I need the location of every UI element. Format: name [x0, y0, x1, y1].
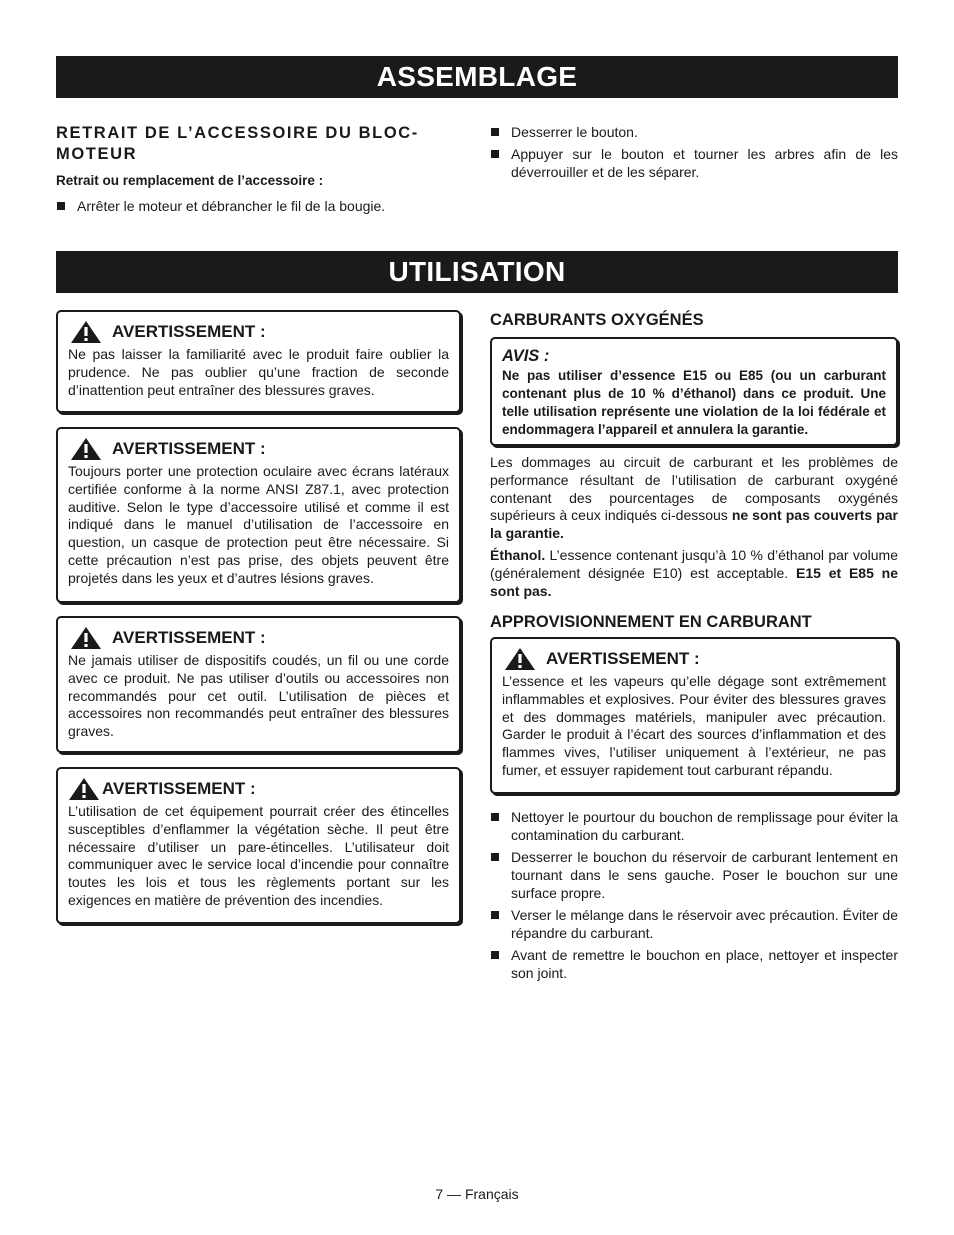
list-item: Nettoyer le pourtour du bouchon de remplissage pour éviter la contamination du carburant.: [490, 808, 898, 844]
approvisionnement-list-wrap: [490, 808, 898, 986]
warning-triangle-icon: [504, 647, 536, 671]
assemblage-right-list: [490, 123, 898, 181]
list-item: Arrêter le moteur et débrancher le fil de la bougie.: [56, 197, 464, 215]
approvisionnement-section: [490, 612, 898, 633]
assemblage-banner: ASSEMBLAGE: [56, 56, 898, 98]
list-item: Avant de remettre le bouchon en place, nettoyer et inspecter son joint.: [490, 946, 898, 982]
warning-text: Toujours porter une protection oculaire avec écrans latéraux certifiée conforme à la norme ANSI Z87.1, avec protection auditive. Selon le type d’accessoire utilisé et comme il est indiqué dans le manuel d’utilisation de l’accessoire en question, un casque de protection peut être nécessaire. Si cette précaution n’est pas prise, des objets peuvent être projetés dans les yeux et d’autres lésions graves.: [68, 463, 449, 586]
section-title-approvisionnement: APPROVISIONNEMENT EN CARBURANT: [490, 613, 812, 631]
carburants-paragraph-2: Éthanol. L’essence contenant jusqu’à 10 % d’éthanol par volume (généralement désignée E10) est acceptable. E15 et E85 ne sont pas.: [490, 546, 899, 599]
section-title-line2: MOTEUR: [56, 145, 138, 163]
warning-title: AVERTISSEMENT :: [112, 322, 266, 341]
warning-text: Ne pas laisser la familiarité avec le produit faire oublier la prudence. Ne pas oublier qu’une fraction de seconde d’inattention peut entraîner des blessures graves.: [68, 346, 449, 398]
utilisation-banner: UTILISATION: [56, 251, 898, 293]
avis-text: Ne pas utiliser d’essence E15 ou E85 (ou un carburant contenant plus de 10 % d’éthanol) dans ce produit. Une telle utilisation représente une violation de la loi fédérale et endommagera l’appareil et annulera la garantie.: [502, 368, 886, 437]
warning-box-dispositifs: [56, 616, 461, 753]
warning-title: AVERTISSEMENT :: [546, 649, 700, 668]
assemblage-left-list: [56, 197, 464, 215]
carburants-body: [490, 454, 898, 600]
approvisionnement-list: [490, 808, 898, 982]
warning-box-etincelles: [56, 767, 461, 924]
page-footer: 7 — Français: [435, 1186, 519, 1202]
carburants-section: [490, 310, 898, 331]
list-item: Desserrer le bouton.: [490, 123, 898, 141]
subheading-retrait: Retrait ou remplacement de l’accessoire :: [56, 173, 324, 188]
avis-box: [490, 337, 898, 446]
square-bullet-icon: [491, 128, 499, 136]
square-bullet-icon: [57, 202, 65, 210]
warning-triangle-icon: [68, 777, 100, 801]
section-title-retrait: [56, 123, 464, 165]
list-item: Verser le mélange dans le réservoir avec précaution. Éviter de répandre du carburant.: [490, 906, 898, 942]
square-bullet-icon: [491, 911, 499, 919]
warning-title: AVERTISSEMENT :: [112, 628, 266, 647]
carburants-paragraph-1: Les dommages au circuit de carburant et les problèmes de performance résultant de l’utilisation de carburant oxygéné contenant des pourcentages de composants oxygénés supérieurs à ceux indiqués ci-dessous ne sont pas couverts par la garantie.: [490, 454, 899, 542]
list-item: Desserrer le bouchon du réservoir de carburant lentement en tournant dans le sens gauche. Poser le bouchon sur une surface propre.: [490, 848, 898, 902]
warning-box-familiarite: [56, 310, 461, 413]
warning-title: AVERTISSEMENT :: [102, 779, 256, 798]
warning-text: L’utilisation de cet équipement pourrait créer des étincelles susceptibles d’enflammer la végétation sèche. Il peut être nécessaire d’utiliser un pare-étincelles. L’utilisateur doit communiquer avec le service local d’incendie pour connaître toutes les lois et tous les règlements portant sur les exigences en matière de prévention des incendies.: [68, 803, 449, 908]
warning-triangle-icon: [70, 437, 102, 461]
list-item: Appuyer sur le bouton et tourner les arbres afin de les déverrouiller et de les séparer.: [490, 145, 898, 181]
assemblage-right-column: [490, 123, 898, 185]
warning-box-essence: [490, 637, 898, 794]
assemblage-left-column: [56, 123, 464, 219]
avis-title: AVIS :: [502, 347, 550, 365]
section-title-carburants: CARBURANTS OXYGÉNÉS: [490, 311, 704, 329]
warning-triangle-icon: [70, 320, 102, 344]
warning-box-protection: [56, 427, 461, 603]
square-bullet-icon: [491, 951, 499, 959]
square-bullet-icon: [491, 813, 499, 821]
square-bullet-icon: [491, 150, 499, 158]
section-title-line1: RETRAIT DE L’ACCESSOIRE DU BLOC-: [56, 124, 419, 142]
warning-title: AVERTISSEMENT :: [112, 439, 266, 458]
square-bullet-icon: [491, 853, 499, 861]
warning-text: Ne jamais utiliser de dispositifs coudés, un fil ou une corde avec ce produit. Ne pas utiliser d’outils ou accessoires non recommandés pour cet outil. L’utilisation de pièces et accessoires non recommandés peut entraîner des blessures graves.: [68, 652, 449, 740]
warning-text: L’essence et les vapeurs qu’elle dégage sont extrêmement inflammables et explosives. Pour éviter des blessures graves et des dommages matériels, manipuler avec précaution. Garder le produit à l’écart des sources d’inflammation et des flammes vives, l’utiliser uniquement à l’extérieur, ne pas fumer, et essuyer rapidement tout carburant répandu.: [502, 673, 886, 778]
warning-triangle-icon: [70, 626, 102, 650]
